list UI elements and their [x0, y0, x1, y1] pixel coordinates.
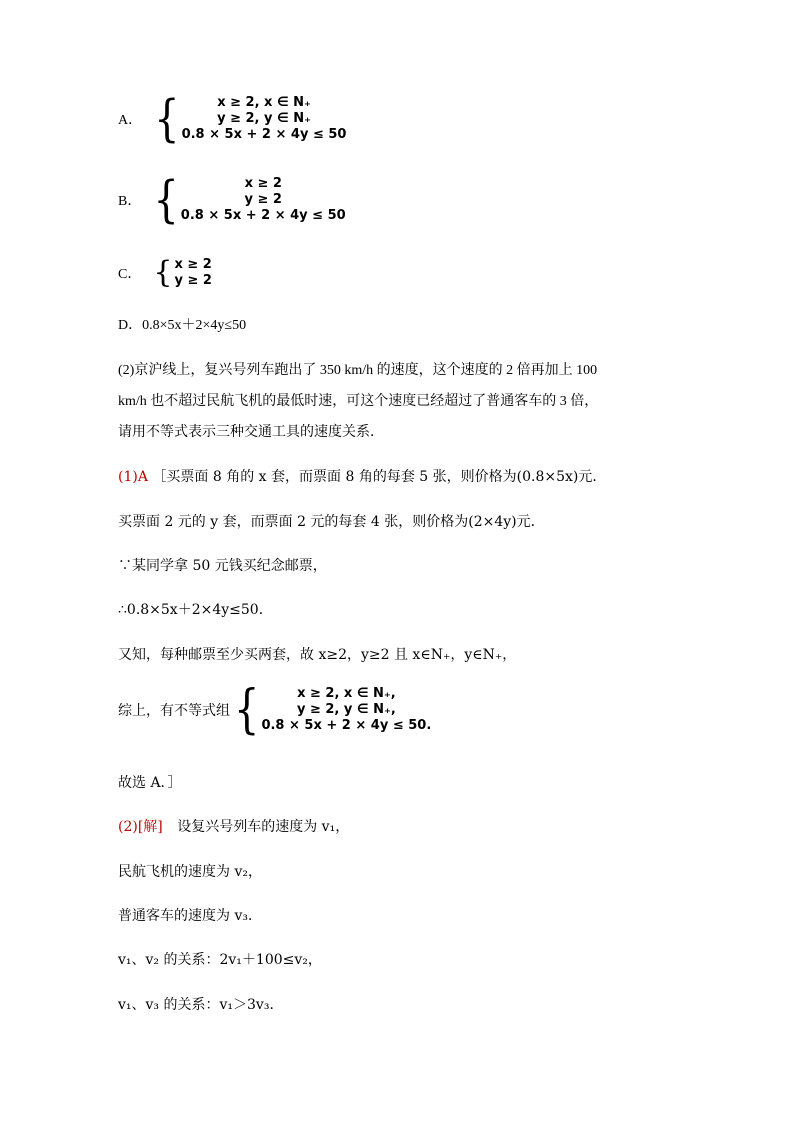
option-b-row-3: 0.8 × 5x + 2 × 4y ≤ 50 [180, 208, 346, 223]
tag-word: 解 [143, 819, 158, 835]
question-2-line-3: 请用不等式表示三种交通工具的速度关系． [118, 425, 384, 440]
brace-icon: { [234, 680, 260, 740]
question-2-line-1: (2)京沪线上，复兴号列车跑出了 350 km/h 的速度，这个速度的 2 倍再加上 100 [118, 363, 598, 378]
solution-2-line-2: 民航飞机的速度为 v₂， [118, 864, 262, 880]
brace-icon: { [154, 90, 180, 148]
tag-prefix: (2)[ [118, 819, 144, 835]
tag-suffix: ] [157, 819, 163, 835]
solution-1-line-3: ∵某同学拿 50 元钱买纪念邮票， [118, 558, 327, 574]
option-c-row-2: y ≥ 2 [174, 272, 212, 288]
option-b-row-1: x ≥ 2 [244, 176, 282, 191]
solution-1-text-1: ［买票面 8 角的 x 套，而票面 8 角的每套 5 张，则价格为(0.8×5x)元． [152, 469, 607, 485]
question-2 [118, 355, 678, 448]
brace-icon: { [153, 171, 179, 229]
solution-1-line-5: 又知，每种邮票至少买两套，故 x≥2，y≥2 且 x∈N₊，y∈N₊， [118, 647, 517, 663]
summary-row-2: y ≥ 2, y ∈ N₊, [296, 702, 396, 717]
option-d: D．0.8×5x＋2×4y≤50 [118, 318, 247, 333]
answer-tag: (1)A [118, 469, 148, 485]
summary-row-1: x ≥ 2, x ∈ N₊, [297, 686, 396, 701]
solution-2-line-4: v₁、v₂ 的关系：2v₁＋100≤v₂， [118, 952, 322, 968]
option-c [118, 255, 212, 290]
option-a-row-1: x ≥ 2, x ∈ N₊ [217, 95, 311, 110]
solution-2-text-1: 设复兴号列车的速度为 v₁， [177, 819, 350, 835]
summary-row-3: 0.8 × 5x + 2 × 4y ≤ 50. [261, 718, 432, 733]
solution-1-line-4: ∴0.8×5x＋2×4y≤50． [118, 602, 273, 618]
option-a [118, 90, 347, 148]
option-c-row-1: x ≥ 2 [174, 256, 212, 272]
solution-1-line-2: 买票面 2 元的 y 套，而票面 2 元的每套 4 张，则价格为(2×4y)元． [118, 514, 545, 530]
option-b-system [181, 176, 346, 224]
option-a-row-3: 0.8 × 5x + 2 × 4y ≤ 50 [181, 127, 347, 142]
option-a-row-2: y ≥ 2, y ∈ N₊ [217, 111, 311, 126]
solution-2-line-3: 普通客车的速度为 v₃． [118, 908, 262, 924]
question-2-line-2: km/h 也不超过民航飞机的最低时速，可这个速度已经超过了普通客车的 3 倍， [118, 394, 599, 409]
solution-2-line-1 [118, 817, 349, 837]
solution-2-line-5: v₁、v₃ 的关系：v₁＞3v₃． [118, 997, 284, 1013]
solution-2-tag [118, 819, 163, 835]
option-b-label: B． [118, 194, 142, 209]
solution-1-summary [118, 680, 432, 740]
option-a-system [182, 95, 347, 143]
option-b [118, 171, 346, 229]
summary-label: 综上，有不等式组 [118, 703, 230, 719]
summary-system [261, 686, 431, 734]
solution-1-line-6: 故选 A．］ [118, 775, 182, 791]
option-b-row-2: y ≥ 2 [244, 192, 282, 207]
brace-icon: { [153, 255, 173, 290]
solution-1-line-1 [118, 467, 606, 487]
option-c-label: C． [118, 266, 142, 282]
option-c-system [174, 257, 211, 289]
option-a-label: A． [118, 113, 143, 128]
